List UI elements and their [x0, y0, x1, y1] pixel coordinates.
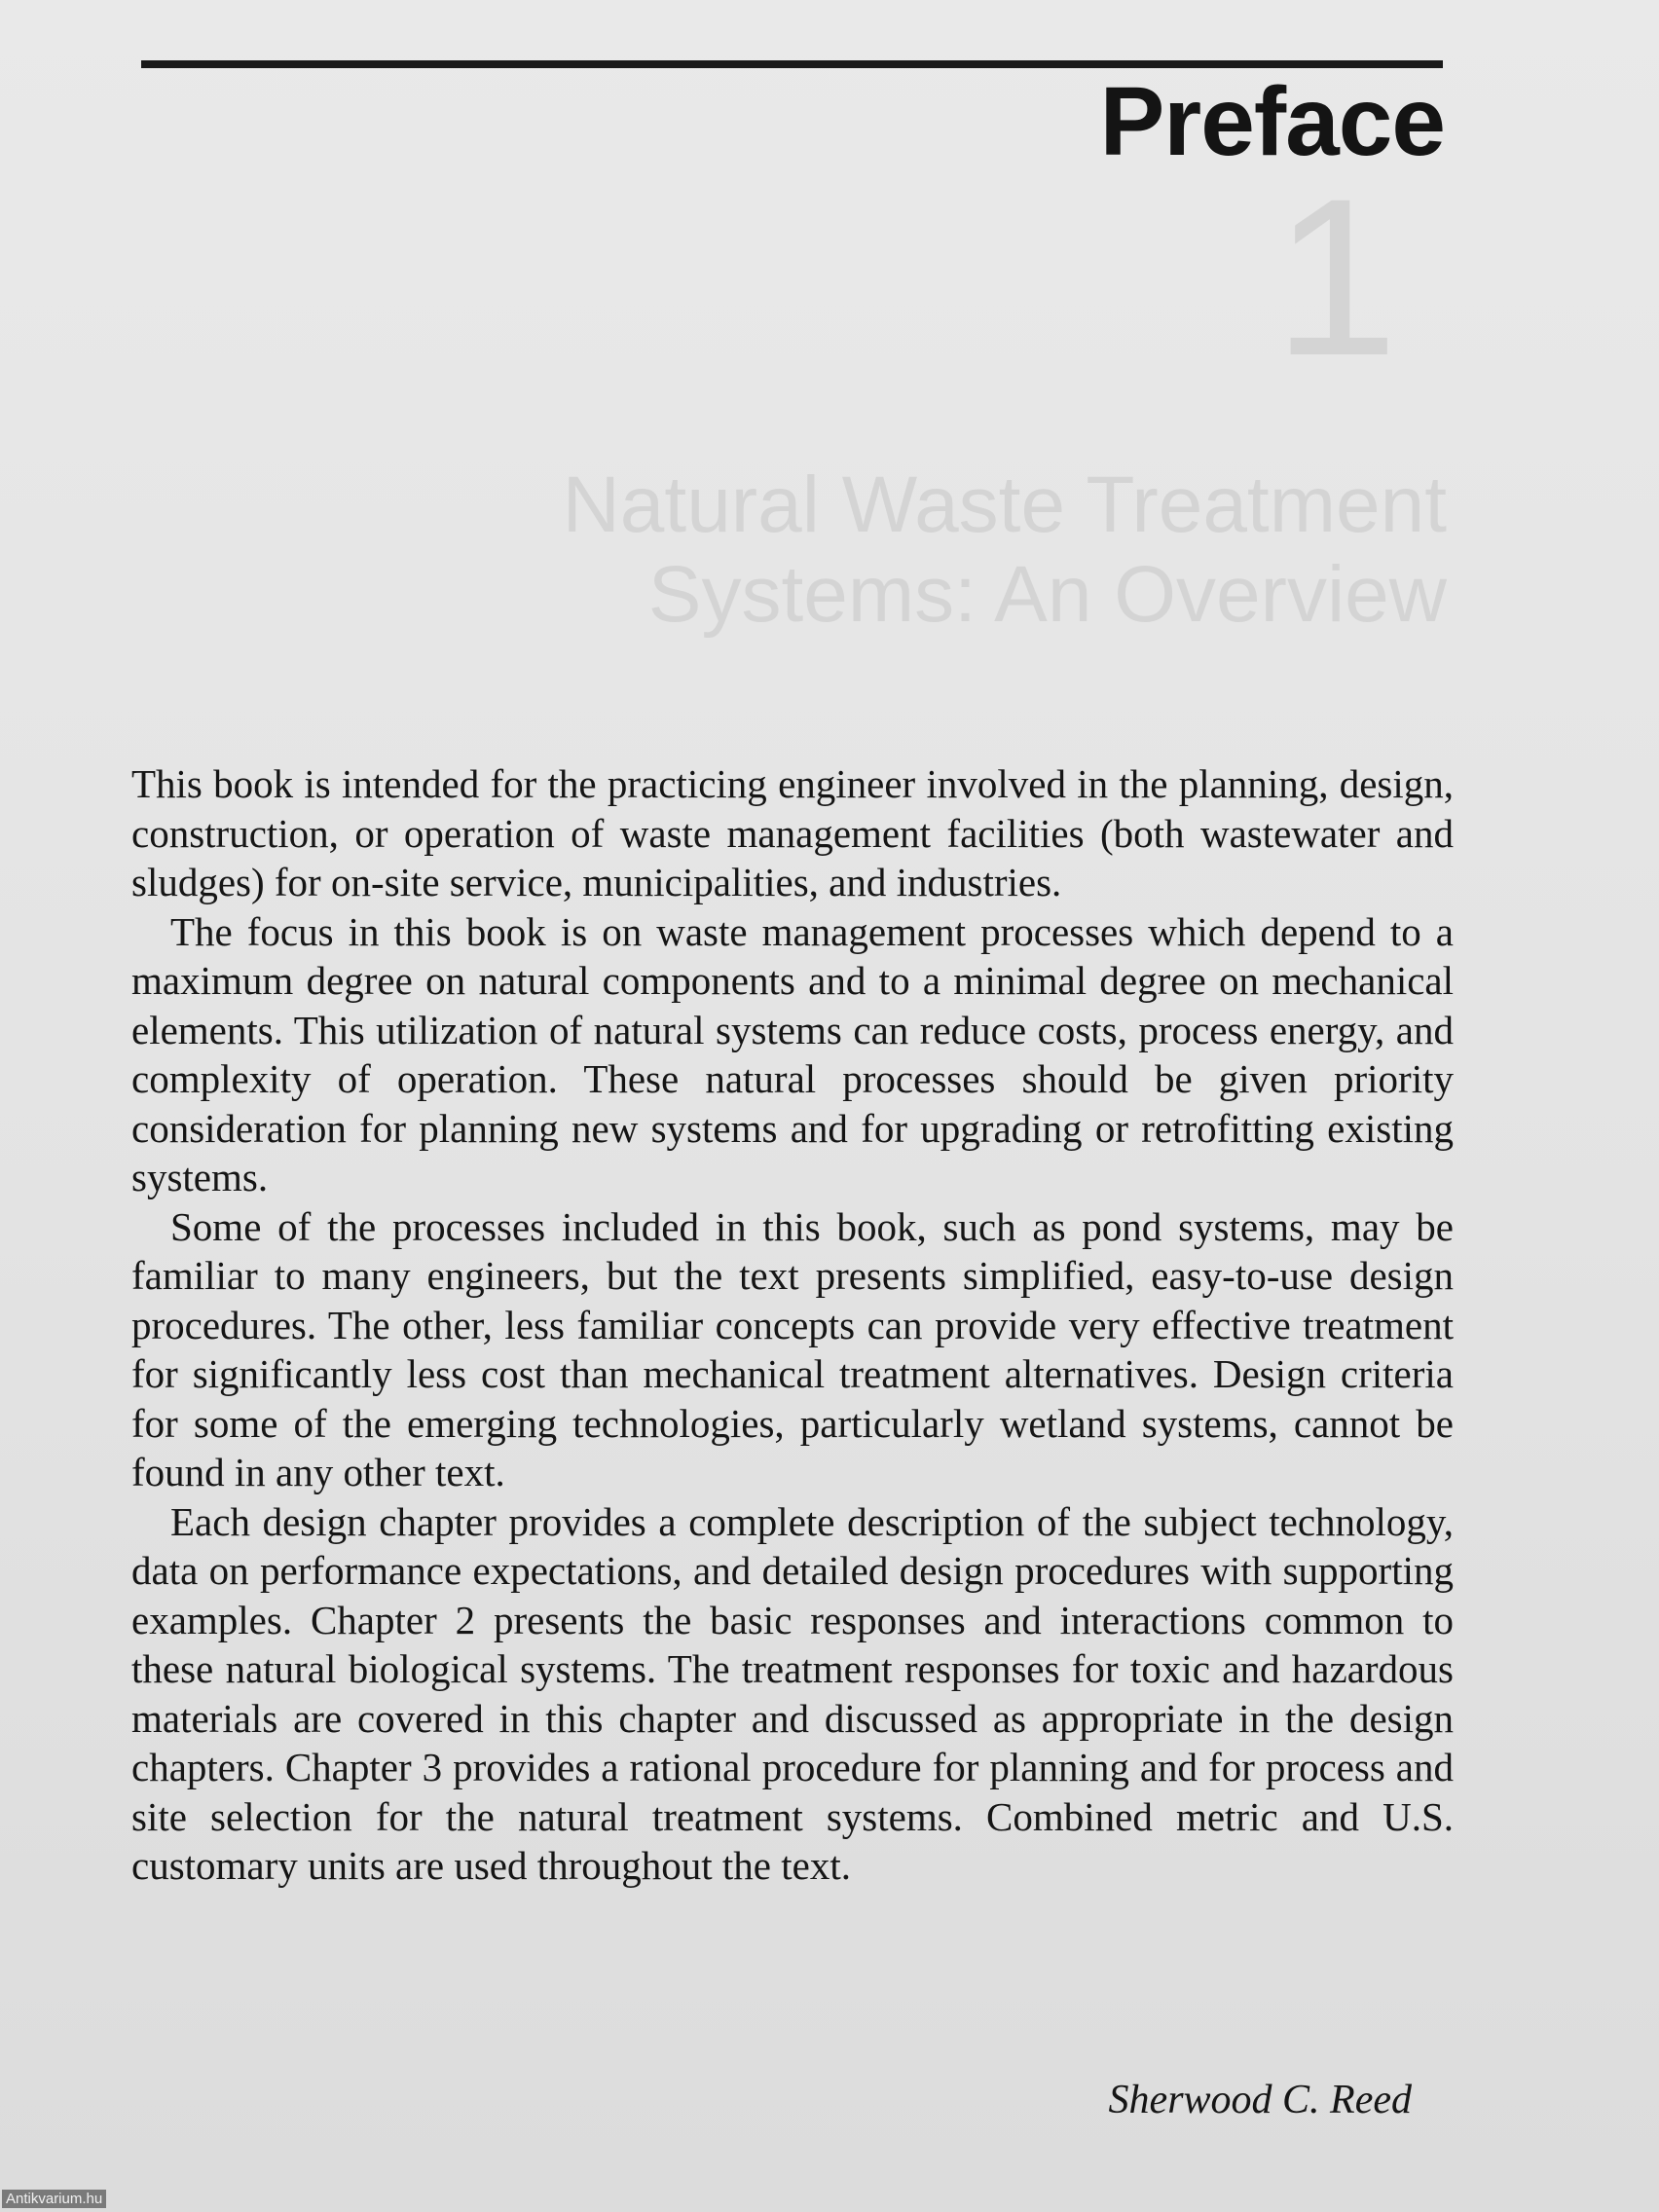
- preface-body: [131, 759, 1454, 1891]
- bleed-through-chapter-title-line2: Systems: An Overview: [647, 550, 1447, 639]
- bleed-through-chapter-number: 1: [1273, 152, 1398, 402]
- source-watermark: Antikvarium.hu: [2, 2190, 106, 2208]
- paragraph-focus: The focus in this book is on waste management processes which depend to a maximum degree on natural components and to a minimal degree on mechanical elements. This utilization of natural systems can reduce costs, process energy, and complexity of operation. These natural processes should be given priority consideration for planning new systems and for upgrading or retrofitting existing systems.: [131, 908, 1454, 1199]
- paragraph-processes: Some of the processes included in this book, such as pond systems, may be familiar to many engineers, but the text presents simplified, easy-to-use design procedures. The other, less familiar concepts can provide very effective treatment for significantly less cost than mechanical treatment alternatives. Design criteria for some of the emerging technologies, particularly wetland systems, cannot be found in any other text.: [131, 1203, 1454, 1494]
- paragraph-chapters: Each design chapter provides a complete description of the subject technology, data on performance expectations, and detailed design procedures with supporting examples. Chapter 2 presents the basic responses and interactions common to these natural biological systems. The treatment responses for toxic and hazardous materials are covered in this chapter and discussed as appropriate in the design chapters. Chapter 3 provides a rational procedure for planning and for process and site selection for the natural treatment systems. Combined metric and U.S. customary units are used throughout the text.: [131, 1498, 1454, 1888]
- page-title: Preface: [1099, 67, 1445, 176]
- author-signature: Sherwood C. Reed: [1108, 2078, 1412, 2122]
- paragraph-intro: This book is intended for the practicing engineer involved in the planning, design, construction, or operation of waste management facilities (both wastewater and sludges) for on-site service, municipalities, and industries.: [131, 761, 1454, 904]
- bleed-through-chapter-title-line1: Natural Waste Treatment: [562, 461, 1447, 549]
